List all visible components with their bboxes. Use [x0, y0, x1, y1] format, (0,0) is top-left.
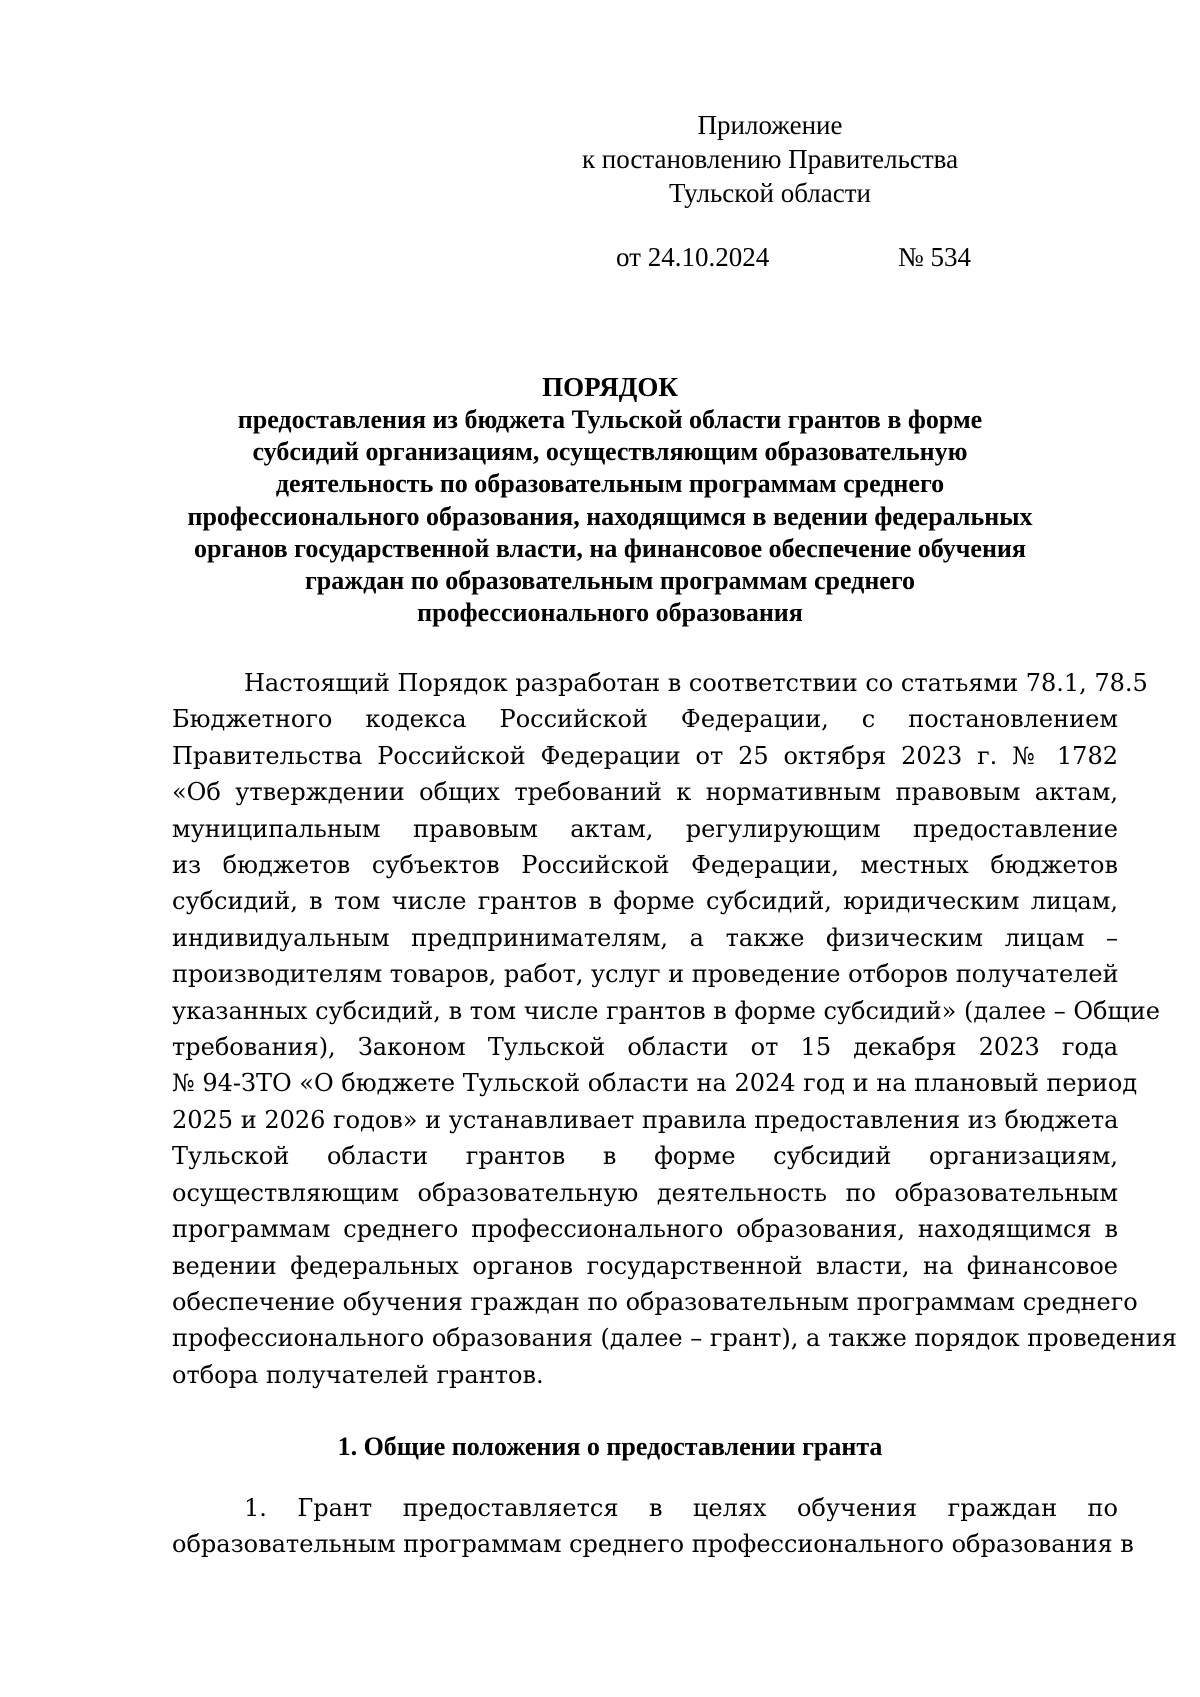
paragraph-line: «Об утверждении общих требований к нормативным правовым актам,	[172, 778, 1118, 807]
subtitle-line: органов государственной власти, на финансовое обеспечение обучения	[194, 533, 1026, 563]
decree-date: от 24.10.2024	[616, 242, 770, 272]
subtitle-line: предоставления из бюджета Тульской области грантов в форме	[237, 405, 983, 434]
paragraph-line: программам среднего профессионального образования, находящимся в	[172, 1215, 1118, 1244]
paragraph-line: субсидий, в том числе грантов в форме субсидий, юридическим лицам,	[172, 887, 1118, 916]
paragraph-line: Правительства Российской Федерации от 25 октября 2023 г. № 1782	[172, 741, 1118, 770]
subtitle-line: граждан по образовательным программам среднего	[304, 566, 916, 596]
item-paragraph	[172, 1490, 1134, 1563]
paragraph-line: Тульской области грантов в форме субсидий организациям,	[172, 1142, 1118, 1171]
paragraph-line: ведении федеральных органов государственной власти, на финансовое	[172, 1251, 1118, 1280]
subtitle-line: деятельность по образовательным программам среднего	[275, 469, 945, 499]
paragraph-line: 1. Грант предоставляется в целях обучения граждан по	[244, 1494, 1118, 1522]
paragraph-line: осуществляющим образовательную деятельность по образовательным	[172, 1178, 1118, 1207]
section-heading: 1. Общие положения о предоставлении гранта	[337, 1432, 883, 1461]
paragraph-line: профессионального образования (далее – грант), а также порядок проведения	[172, 1324, 1177, 1353]
decree-number: № 534	[898, 242, 972, 272]
paragraph-line: Бюджетного кодекса Российской Федерации, с постановлением	[172, 705, 1118, 734]
paragraph-line: обеспечение обучения граждан по образовательным программам среднего	[172, 1287, 1138, 1316]
document-subtitle	[130, 404, 1090, 629]
paragraph-line: № 94-ЗТО «О бюджете Тульской области на 2024 год и на плановый период	[172, 1069, 1138, 1098]
paragraph-line: требования), Законом Тульской области от 15 декабря 2023 года	[172, 1033, 1118, 1062]
appendix-decree-ref: к постановлению Правительства	[581, 144, 959, 174]
decree-line	[0, 240, 1200, 274]
appendix-label: Приложение	[697, 110, 843, 140]
paragraph-line: образовательным программам среднего профессионального образования в	[172, 1530, 1134, 1559]
document-title: ПОРЯДОК	[542, 372, 678, 402]
appendix-block	[560, 108, 980, 210]
subtitle-line: профессионального образования	[417, 598, 803, 628]
paragraph-line: муниципальным правовым актам, регулирующим предоставление	[172, 814, 1118, 843]
paragraph-line: индивидуальным предпринимателям, а также физическим лицам –	[172, 923, 1118, 952]
appendix-region: Тульской области	[669, 178, 871, 208]
subtitle-line: профессионального образования, находящимся в ведении федеральных	[187, 501, 1033, 531]
paragraph-line: из бюджетов субъектов Российской Федерации, местных бюджетов	[172, 851, 1118, 880]
document-title-block	[130, 370, 1090, 629]
paragraph-line: 2025 и 2026 годов» и устанавливает правила предоставления из бюджета	[172, 1105, 1119, 1134]
subtitle-line: субсидий организациям, осуществляющим образовательную	[252, 437, 968, 467]
paragraph-line: производителям товаров, работ, услуг и проведение отборов получателей	[172, 960, 1119, 989]
intro-paragraph	[172, 665, 1177, 1393]
paragraph-line: Настоящий Порядок разработан в соответствии со статьями 78.1, 78.5	[244, 669, 1148, 697]
paragraph-line: отбора получателей грантов.	[172, 1360, 544, 1389]
paragraph-line: указанных субсидий, в том числе грантов в форме субсидий» (далее – Общие	[172, 996, 1160, 1025]
